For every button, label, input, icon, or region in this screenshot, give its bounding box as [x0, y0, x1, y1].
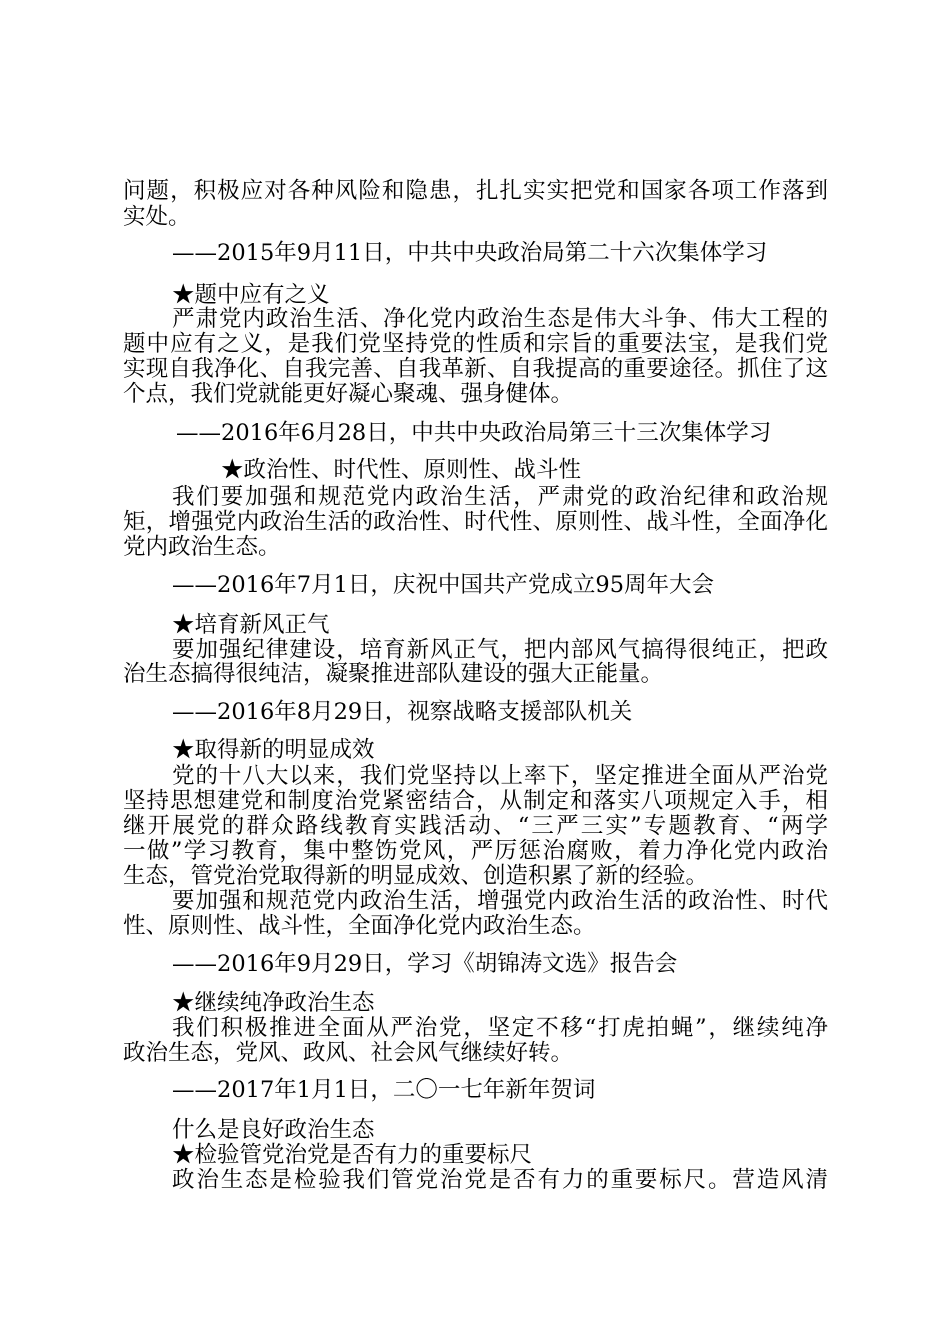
body-text-line: 一做”学习教育，集中整饬党风，严厉惩治腐败，着力净化党内政治: [123, 838, 828, 864]
body-text-line: 性、原则性、战斗性，全面净化党内政治生态。: [123, 913, 596, 939]
section-heading: ★培育新风正气: [172, 612, 330, 638]
citation-line: ——2016年6月28日，中共中央政治局第三十三次集体学习: [176, 420, 772, 446]
body-text-line: 坚持思想建党和制度治党紧密结合，从制定和落实八项规定入手，相: [123, 788, 828, 814]
body-text-line: 严肃党内政治生活、净化党内政治生态是伟大斗争、伟大工程的: [172, 306, 828, 332]
body-text-line: 题中应有之义，是我们党坚持党的性质和宗旨的重要法宝，是我们党: [123, 331, 828, 357]
citation-line: ——2015年9月11日，中共中央政治局第二十六次集体学习: [172, 240, 768, 266]
section-heading: ★继续纯净政治生态: [172, 990, 375, 1016]
section-heading: ★取得新的明显成效: [172, 737, 375, 763]
section-heading: ★检验管党治党是否有力的重要标尺: [172, 1142, 533, 1168]
body-text-line: 个点，我们党就能更好凝心聚魂、强身健体。: [123, 381, 574, 407]
body-text-line: 继开展党的群众路线教育实践活动、“三严三实”专题教育、“两学: [123, 813, 828, 839]
section-heading: ★政治性、时代性、原则性、战斗性: [221, 457, 582, 483]
body-text-line: 政治生态是检验我们管党治党是否有力的重要标尺。营造风清: [172, 1167, 828, 1193]
section-heading: ★题中应有之义: [172, 282, 330, 308]
body-text-line: 要加强纪律建设，培育新风正气，把内部风气搞得很纯正，把政: [172, 637, 828, 663]
body-text-line: 党的十八大以来，我们党坚持以上率下，坚定推进全面从严治党: [172, 763, 828, 789]
body-text-line: 矩，增强党内政治生活的政治性、时代性、原则性、战斗性，全面净化: [123, 509, 828, 535]
body-text-line: 政治生态，党风、政风、社会风气继续好转。: [123, 1040, 574, 1066]
citation-line: ——2016年8月29日，视察战略支援部队机关: [172, 699, 633, 725]
body-text-line: 我们要加强和规范党内政治生活，严肃党的政治纪律和政治规: [172, 484, 828, 510]
body-text-line: 党内政治生态。: [123, 534, 281, 560]
citation-line: ——2016年7月1日，庆祝中国共产党成立95周年大会: [172, 572, 715, 598]
body-text-line: 要加强和规范党内政治生活，增强党内政治生活的政治性、时代: [172, 888, 828, 914]
citation-line: ——2017年1月1日，二〇一七年新年贺词: [172, 1077, 596, 1103]
body-text-line: 我们积极推进全面从严治党，坚定不移“打虎拍蝇”，继续纯净: [172, 1015, 828, 1041]
body-text-line: 问题，积极应对各种风险和隐患，扎扎实实把党和国家各项工作落到: [123, 178, 828, 204]
body-text-line: 实现自我净化、自我完善、自我革新、自我提高的重要途径。抓住了这: [123, 356, 828, 382]
body-text-line: 生态，管党治党取得新的明显成效、创造积累了新的经验。: [123, 863, 709, 889]
body-text-line: 实处。: [123, 204, 191, 230]
subsection-heading: 什么是良好政治生态: [172, 1117, 375, 1143]
body-text-line: 治生态搞得很纯洁，凝聚推进部队建设的强大正能量。: [123, 661, 664, 687]
citation-line: ——2016年9月29日，学习《胡锦涛文选》报告会: [172, 951, 678, 977]
